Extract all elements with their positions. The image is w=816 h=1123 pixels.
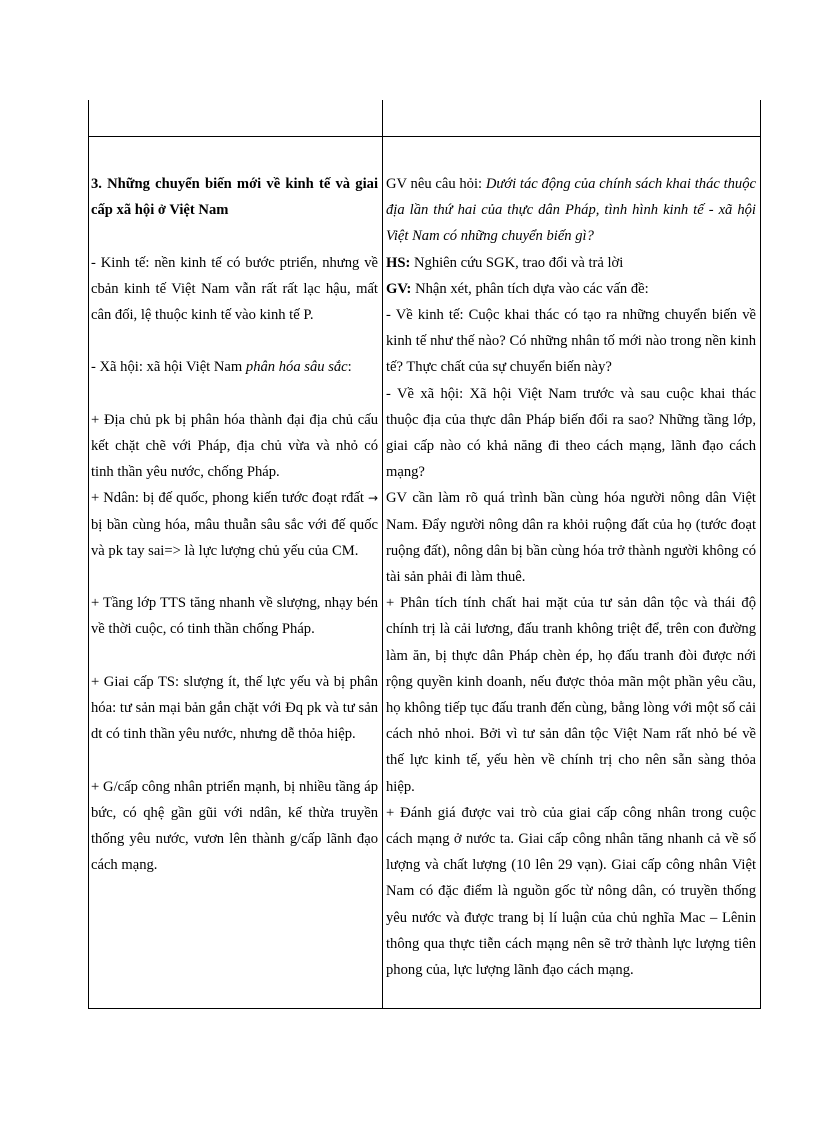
section-heading: 3. Những chuyển biến mới về kinh tế và giai cấp xã hội ở Việt Nam (91, 176, 378, 219)
society-question: - Về xã hội: Xã hội Việt Nam trước và sau cuộc khai thác thuộc địa của thực dân Pháp biến đổi ra sao? Những tầng lớp, giai cấp nào có khả năng đi theo cách mạng, lãnh đạo cách mạng? (386, 385, 756, 481)
right-column (386, 171, 756, 983)
question-text: Dưới tác động của chính sách khai thác thuộc địa lần thứ hai của thực dân Pháp, tình hình kinh tế - xã hội Việt Nam có những chuyển biến gì? (386, 176, 757, 245)
petty-bourgeois-point: + Tầng lớp TTS tăng nhanh về slượng, nhạy bén về thời cuộc, có tinh thần chống Pháp. (91, 595, 378, 638)
question-prefix: GV nêu câu hỏi: (386, 176, 486, 192)
peasants-point (91, 485, 378, 564)
society-suffix: : (347, 359, 352, 376)
peasants-text-b: bị bần cùng hóa, mâu thuẫn sâu sắc với đế quốc và pk tay sai=> là lực lượng chủ yếu của CM. (91, 516, 378, 559)
landlords-point: + Địa chủ pk bị phân hóa thành đại địa chủ cấu kết chặt chẽ với Pháp, địa chủ vừa và nhỏ có tinh thần yêu nước, chống Pháp. (91, 411, 378, 481)
economy-point: - Kinh tế: nền kinh tế có bước ptriển, nhưng về cbản kinh tế Việt Nam vẫn rất rất lạc hậu, mất cân đối, lệ thuộc kinh tế vào kinh tế P. (91, 254, 378, 323)
society-point (91, 354, 378, 380)
peasants-text-a: + Ndân: bị đế quốc, phong kiến tước đoạt rđất (91, 490, 368, 507)
teacher-activity (386, 276, 756, 302)
teacher-question (386, 171, 756, 250)
society-prefix: - Xã hội: xã hội Việt Nam (91, 359, 246, 376)
arrow-right-icon: → (367, 491, 378, 506)
society-emphasis: phân hóa sâu sắc (245, 359, 348, 376)
bourgeois-point: + Giai cấp TS: slượng ít, thế lực yếu và bị phân hóa: tư sản mại bản gắn chặt với Đq pk và tư sản dt có tinh thần yêu nước, nhưng dễ thỏa hiệp. (91, 673, 378, 743)
gv-text: Nhận xét, phân tích dựa vào các vấn đề: (411, 280, 649, 297)
worker-note: + Đánh giá được vai trò của giai cấp công nhân trong cuộc cách mạng ở nước ta. Giai cấp công nhân tăng nhanh cả về số lượng và chất lượng (10 lên 29 vạn). Giai cấp công nhân Việt Nam có đặc điểm là nguồn gốc từ nông dân, có truyền thống yêu nước và được trang bị lí luận của chủ nghĩa Mac – Lênin thông qua thực tiễn cách mạng nên sẽ trở thành lực lượng tiên phong của, lực lượng lãnh đạo cách mạng. (386, 804, 756, 979)
student-activity (386, 250, 756, 276)
left-column (91, 171, 378, 878)
table-left-border (88, 100, 89, 1009)
gv-label: GV: (386, 280, 412, 297)
peasant-note: GV cần làm rõ quá trình bần cùng hóa người nông dân Việt Nam. Đẩy người nông dân ra khỏi ruộng đất của họ (tước đoạt ruộng đất), nông dân bị bần cùng hóa trở thành người không có tài sản phải đi làm thuê. (386, 490, 756, 586)
economy-question: - Về kinh tế: Cuộc khai thác có tạo ra những chuyển biến về kinh tế như thế nào? Có những nhân tố mới nào trong nền kinh tế? Thực chất của sự chuyển biến này? (386, 307, 756, 376)
table-column-divider (382, 100, 383, 1009)
hs-label: HS: (386, 254, 411, 271)
table-bottom-border (88, 1008, 761, 1009)
workers-point: + G/cấp công nhân ptriển mạnh, bị nhiều tầng áp bức, có qhệ gần gũi với ndân, kế thừa truyền thống yêu nước, vươn lên thành g/cấp lãnh đạo cách mạng. (91, 778, 378, 874)
hs-text: Nghiên cứu SGK, trao đổi và trả lời (410, 254, 624, 271)
table-row-divider (88, 136, 761, 137)
bourgeois-note: + Phân tích tính chất hai mặt của tư sản dân tộc và thái độ chính trị là cải lương, đấu tranh không triệt để, trên con đường làm ăn, bị thực dân Pháp chèn ép, họ đấu tranh đòi được nới rộng quyền kinh doanh, nếu được thỏa mãn một phần yêu cầu, họ không tiếp tục đấu tranh đến cùng, bằng lòng với một số cải cách nhỏ nhoi. Bởi vì tư sản dân tộc Việt Nam rất nhỏ bé về thế lực kinh tế, yếu hèn về chính trị cho nên sẵn sàng thỏa hiệp. (386, 595, 756, 795)
table-right-border (760, 100, 761, 1009)
